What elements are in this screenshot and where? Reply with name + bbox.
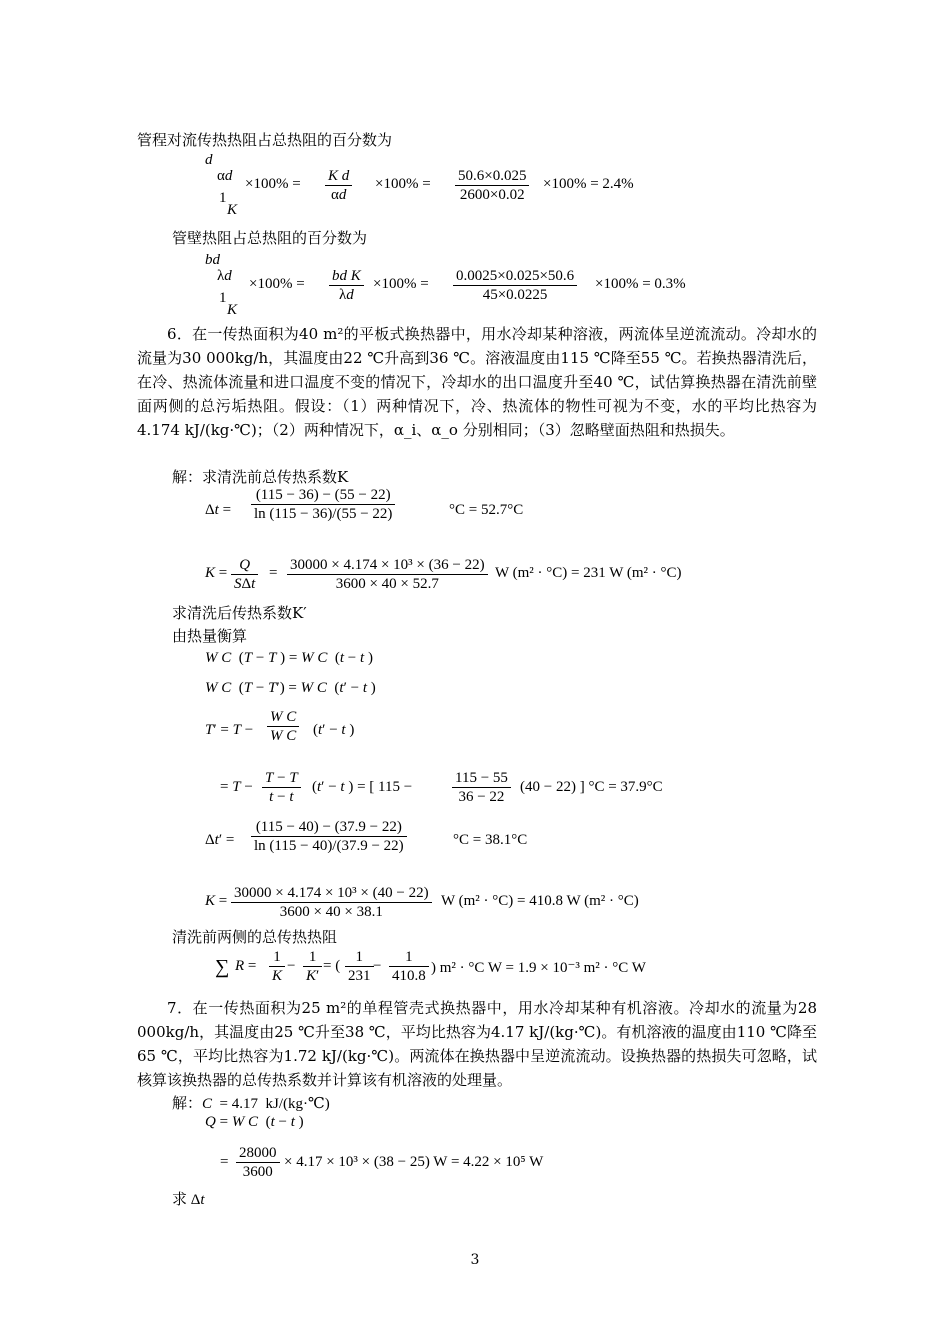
equation-q-expression: Q = W C (t − t ) bbox=[205, 1114, 304, 1130]
text-line: 求清洗后传热系数K′ bbox=[172, 604, 307, 622]
text-line: 求 Δt bbox=[172, 1192, 205, 1208]
problem-6: 6．在一传热面积为40 m²的平板式换热器中，用水冷却某种溶液，两流体呈逆流流动。冷却水的流量为30 000kg/h，其温度由22 ℃升高到36 ℃。溶液温度由115 ℃降至55 ℃。若换热器清洗后，在冷、热流体流量和进口温度不变的情况下，冷却水的出口温度升至40 ℃，试估算换热器在清洗前壁面两侧的总污垢热阻。假设：（1）两种情况下，冷、热流体的物性可视为不变，水的平均比热容为4.174 kJ/(kg·℃)；（2）两种情况下，α_i、α_o 分别相同；（3）忽略壁面热阻和热损失。 bbox=[137, 325, 817, 439]
problem-7: 7．在一传热面积为25 m²的单程管壳式换热器中，用水冷却某种有机溶液。冷却水的流量为28 000kg/h，其温度由25 ℃升至38 ℃，平均比热容为4.17 kJ/(kg·℃)。有机溶液的温度由110 ℃降至65 ℃，平均比热容为1.72 kJ/(kg·℃)。两流体在换热器中呈逆流流动。设换热器的热损失可忽略，试核算该换热器的总传热系数并计算该有机溶液的处理量。 bbox=[137, 999, 817, 1089]
page-number: 3 bbox=[470, 1252, 480, 1268]
text-line: 管壁热阻占总热阻的百分数为 bbox=[172, 229, 368, 247]
equation-heat-balance-1: W C (T − T ) = W C (t − t ) bbox=[205, 650, 373, 666]
solution-7-cp: 解：C = 4.17 kJ/(kg·℃) bbox=[172, 1096, 330, 1112]
text-line: 由热量衡算 bbox=[172, 627, 248, 645]
text-line: 管程对流传热热阻占总热阻的百分数为 bbox=[137, 131, 393, 149]
equation-heat-balance-2: W C (T − T′) = W C (t′ − t ) bbox=[205, 680, 376, 696]
solution-heading: 解：求清洗前总传热系数K bbox=[172, 468, 349, 486]
text-line: 清洗前两侧的总传热热阻 bbox=[172, 928, 338, 946]
